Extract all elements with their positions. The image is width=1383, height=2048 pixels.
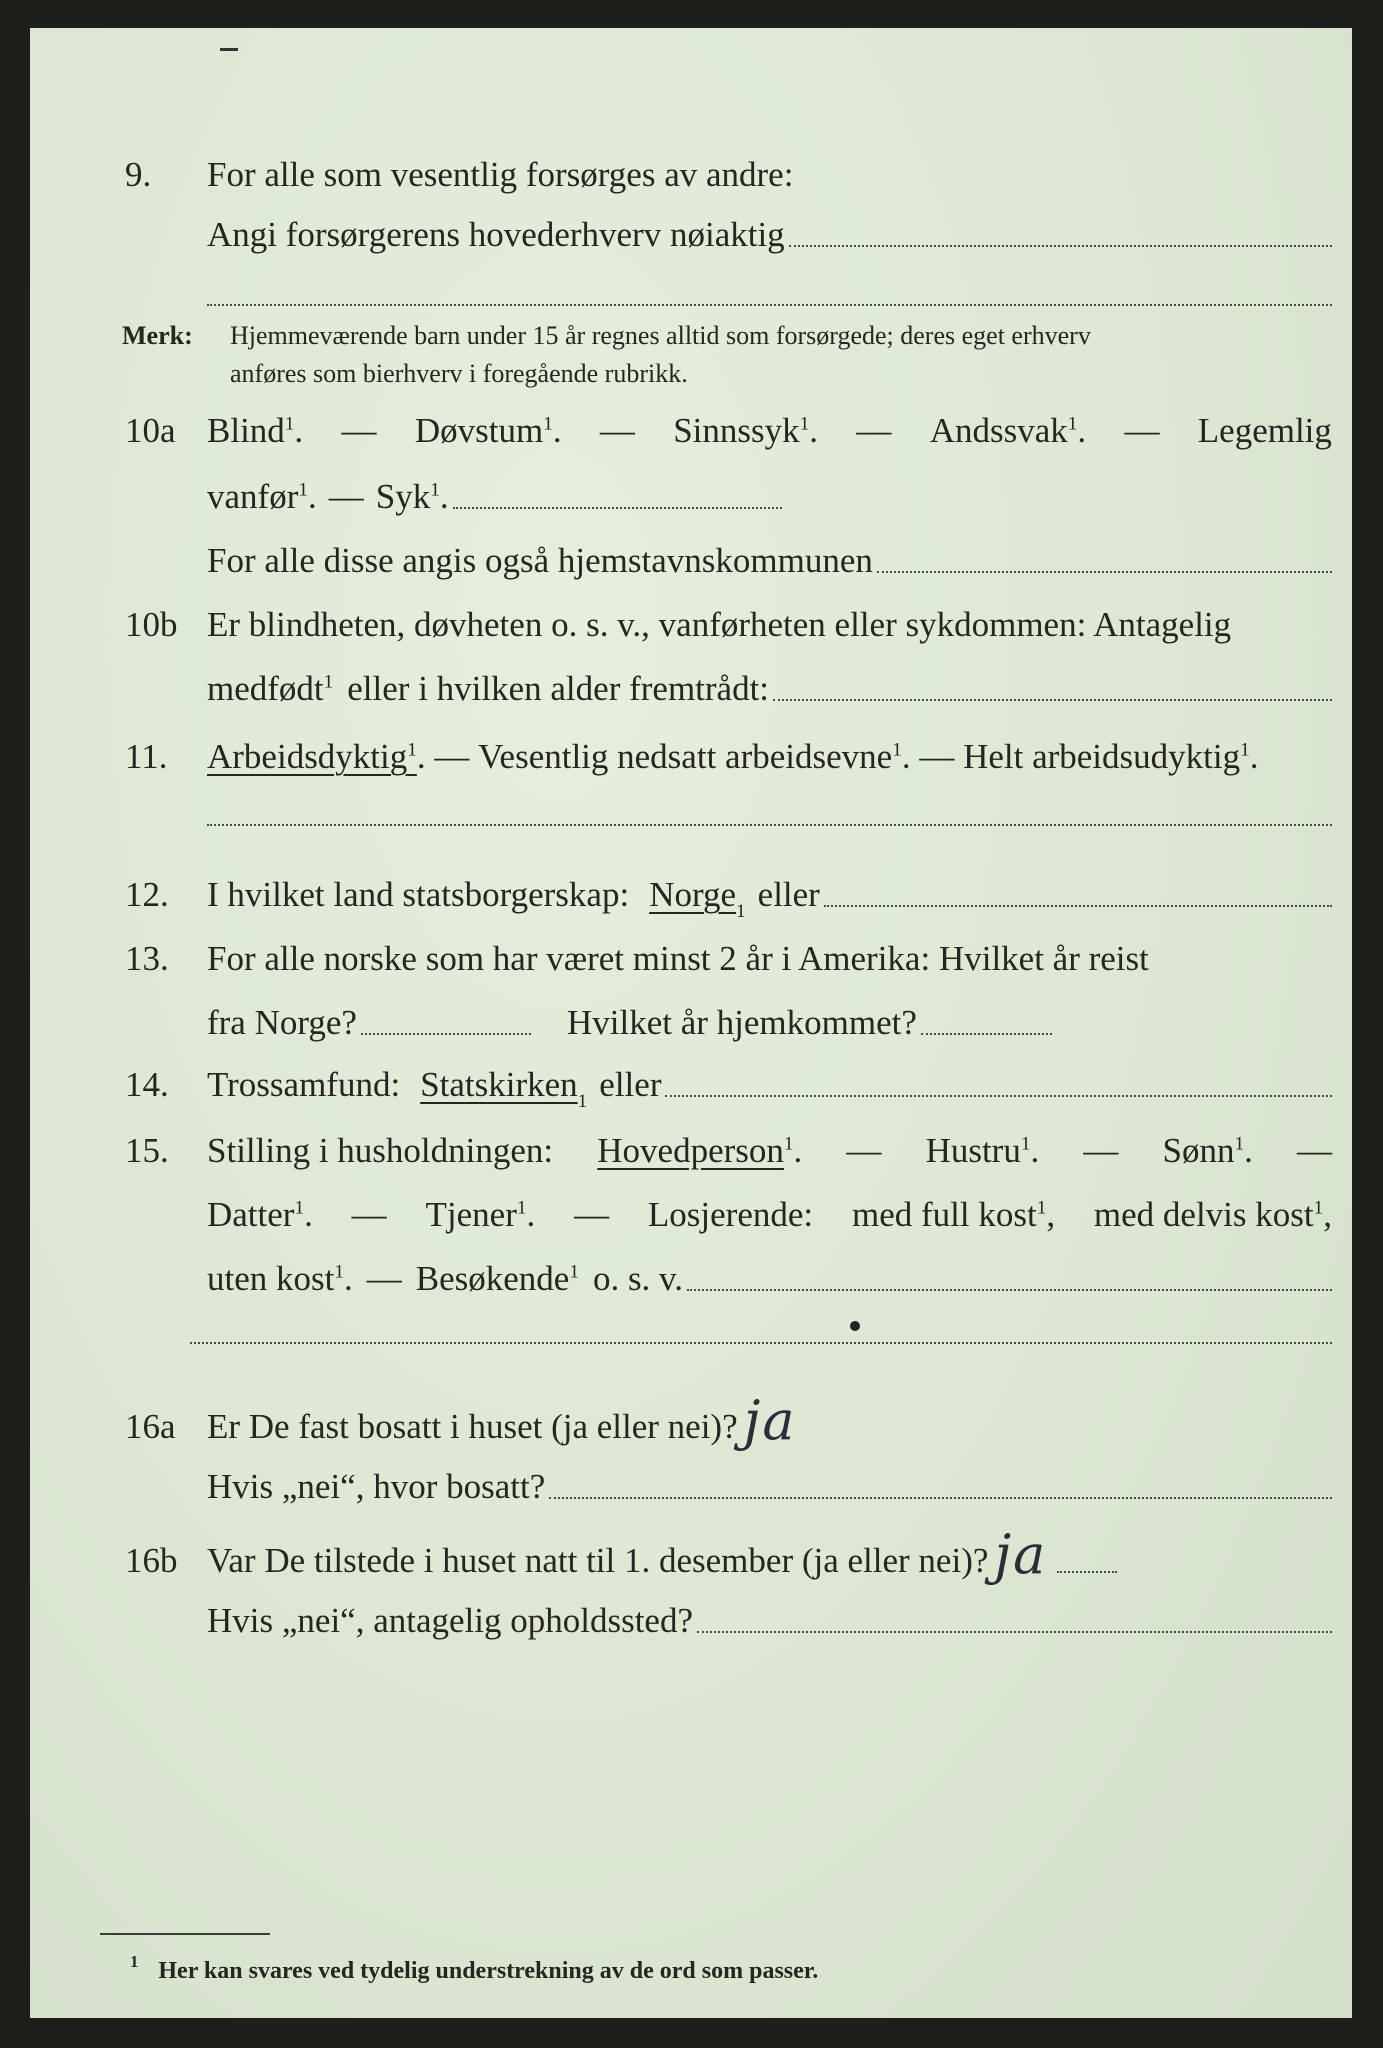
q16b-line-2: Hvis „nei“, antagelig opholdssted? [207,1601,693,1640]
q10a-line-3: For alle disse angis også hjemstavnskommunen [207,541,873,580]
q16a-row-2 [30,1460,1352,1510]
merk-line-2: anføres som bierhverv i foregående rubrikk. [230,359,688,388]
q16a-number: 16a [125,1407,176,1446]
q16b-row-1 [30,1522,1352,1584]
q9-row-2 [30,208,1352,258]
q12-number: 12. [125,875,169,914]
q10a-row-3 [30,534,1352,584]
q15-hustru[interactable]: Hustru [925,1131,1021,1170]
q13-hjemkommet-field[interactable] [921,1032,1052,1035]
q12-row: 12. I hvilket land statsborgerskap: Norge 1 eller [30,868,1352,918]
q15-datter[interactable]: Datter [207,1195,295,1234]
q10b-row-1 [30,598,1352,648]
q16b-number: 16b [125,1541,178,1580]
q16a-row-1 [30,1388,1352,1450]
q13-number: 13. [125,939,169,978]
q13-reist-field[interactable] [361,1032,531,1035]
ink-dot [850,1321,860,1331]
q9-line-1: For alle som vesentlig forsørges av andre: [207,155,794,194]
q13-hjemkommet: Hvilket år hjemkommet? [566,1003,917,1042]
q10a-number: 10a [125,411,176,450]
q14-number: 14. [125,1065,169,1104]
q9-line-2: Angi forsørgerens hovederhverv nøiaktig [207,215,785,254]
q9-answer-field[interactable] [789,244,1332,247]
q15-row-2: Datter$^1$. — Tjener$^1$. — Losjerende: med full kost$^1$, med delvis kost$^1$, [207,1195,1332,1234]
q9-number: 9. [125,155,152,194]
q13-fra-norge: fra Norge? [207,1003,357,1042]
q16b-line-1: Var De tilstede i huset natt til 1. desember (ja eller nei)? [207,1541,989,1580]
q15-row-1: 15. Stilling i husholdningen: Hovedperson$^1$. — Hustru$^1$. — Sønn$^1$. — [125,1131,1332,1170]
q10a-kommune-field[interactable] [877,570,1332,573]
q12-norge[interactable]: Norge [649,875,737,914]
q10b-alder-field[interactable] [773,698,1332,701]
q12-eller: eller [757,875,820,914]
q15-full-kost[interactable]: med full kost [851,1195,1037,1234]
q10b-row-2: medfødt$^1$ eller i hvilken alder fremtrådt: [30,662,1352,712]
q16b-row-2 [30,1594,1352,1644]
q10a-dovstum[interactable]: Døvstum [414,411,544,450]
q13-row-2 [30,996,1352,1046]
q10a-andssvak[interactable]: Andssvak [929,411,1068,450]
footnote [130,1952,819,1985]
q15-number: 15. [125,1131,169,1170]
census-form-page [30,28,1352,2018]
q16b-answer-field[interactable] [1057,1570,1117,1573]
footnote-mark: 1 [130,1952,139,1972]
q12-text: I hvilket land statsborgerskap: [207,875,630,914]
merk-note [100,318,1360,398]
q15-uten-kost[interactable]: uten kost [207,1259,335,1298]
q14-text: Trossamfund: [207,1065,401,1104]
q11-nedsatt[interactable]: Vesentlig nedsatt arbeidsevne [478,737,893,776]
q15-osv: o. s. v. [592,1259,684,1298]
q15-hovedperson[interactable]: Hovedperson [597,1131,784,1170]
merk-line-1: Hjemmeværende barn under 15 år regnes alltid som forsørgede; deres eget erhverv [230,321,1091,350]
q15-besokende[interactable]: Besøkende [415,1259,570,1298]
q10a-row-1: 10a Blind$^1$. — Døvstum$^1$. — Sinnssyk$^1$. — Andssvak$^1$. — Legemlig [125,411,1332,450]
merk-label: Merk: [122,321,193,350]
q12-land-field[interactable] [824,904,1332,907]
q15-delvis-kost[interactable]: med delvis kost [1093,1195,1314,1234]
q15-stilling-field[interactable] [687,1288,1332,1291]
footnote-rule [100,1933,270,1935]
q14-trossamfund-field[interactable] [665,1094,1332,1097]
footnote-text: Her kan svares ved tydelig understrekning av de ord som passer. [158,1958,819,1984]
q16b-opholdssted-field[interactable] [697,1630,1332,1633]
q11-extra-field[interactable] [207,824,1332,826]
q13-line-1: For alle norske som har været minst 2 år i Amerika: Hvilket år reist [207,939,1149,978]
q14-statskirken[interactable]: Statskirken [420,1065,578,1104]
q15-sonn[interactable]: Sønn [1162,1131,1235,1170]
q16a-line-1: Er De fast bosatt i huset (ja eller nei)? [207,1407,738,1446]
q11-number: 11. [125,737,168,776]
q10a-blind[interactable]: Blind [207,411,285,450]
q15-extra-field[interactable] [190,1342,1332,1344]
q10a-syk-field[interactable] [453,506,782,509]
q15-row-3: uten kost$^1$. — Besøkende$^1$ o. s. v. [30,1252,1352,1302]
corner-mark [220,48,238,51]
q11-arbeidsdyktig[interactable]: Arbeidsdyktig [207,737,408,776]
q10a-legemlig[interactable]: Legemlig [1197,411,1332,450]
q15-tjener[interactable]: Tjener [425,1195,517,1234]
q13-row-1 [30,932,1352,982]
q10a-syk[interactable]: Syk [375,477,431,516]
q15-text: Stilling i husholdningen: [207,1131,554,1170]
q9-row-1 [30,148,1352,198]
q10a-vanfor[interactable]: vanfør [207,477,299,516]
q16a-bosatt-field[interactable] [549,1496,1332,1499]
q10a-row-2: vanfør$^1$. — Syk$^1$. [30,470,1352,520]
q11-row: 11. Arbeidsdyktig$^1$ . — Vesentlig nedsatt arbeidsevne$^1$ . — Helt arbeidsudyktig$^1$. [125,737,1259,776]
q10b-line-2: eller i hvilken alder fremtrådt: [347,669,770,708]
q16a-line-2: Hvis „nei“, hvor bosatt? [207,1467,546,1506]
q14-eller: eller [599,1065,662,1104]
q16b-handwritten-answer[interactable]: ja [994,1523,1048,1586]
q10b-line-1: Er blindheten, døvheten o. s. v., vanførheten eller sykdommen: Antagelig [207,605,1232,644]
q16a-handwritten-answer[interactable]: ja [743,1389,797,1452]
q10b-number: 10b [125,605,178,644]
q11-udyktig[interactable]: Helt arbeidsudyktig [963,737,1241,776]
q9-extra-field[interactable] [207,304,1332,306]
q14-row: 14. Trossamfund: Statskirken 1 eller [30,1058,1352,1108]
q10b-medfodt[interactable]: medfødt [207,669,324,708]
q10a-sinnssyk[interactable]: Sinnssyk [673,411,800,450]
q15-losjerende: Losjerende: [647,1195,814,1234]
